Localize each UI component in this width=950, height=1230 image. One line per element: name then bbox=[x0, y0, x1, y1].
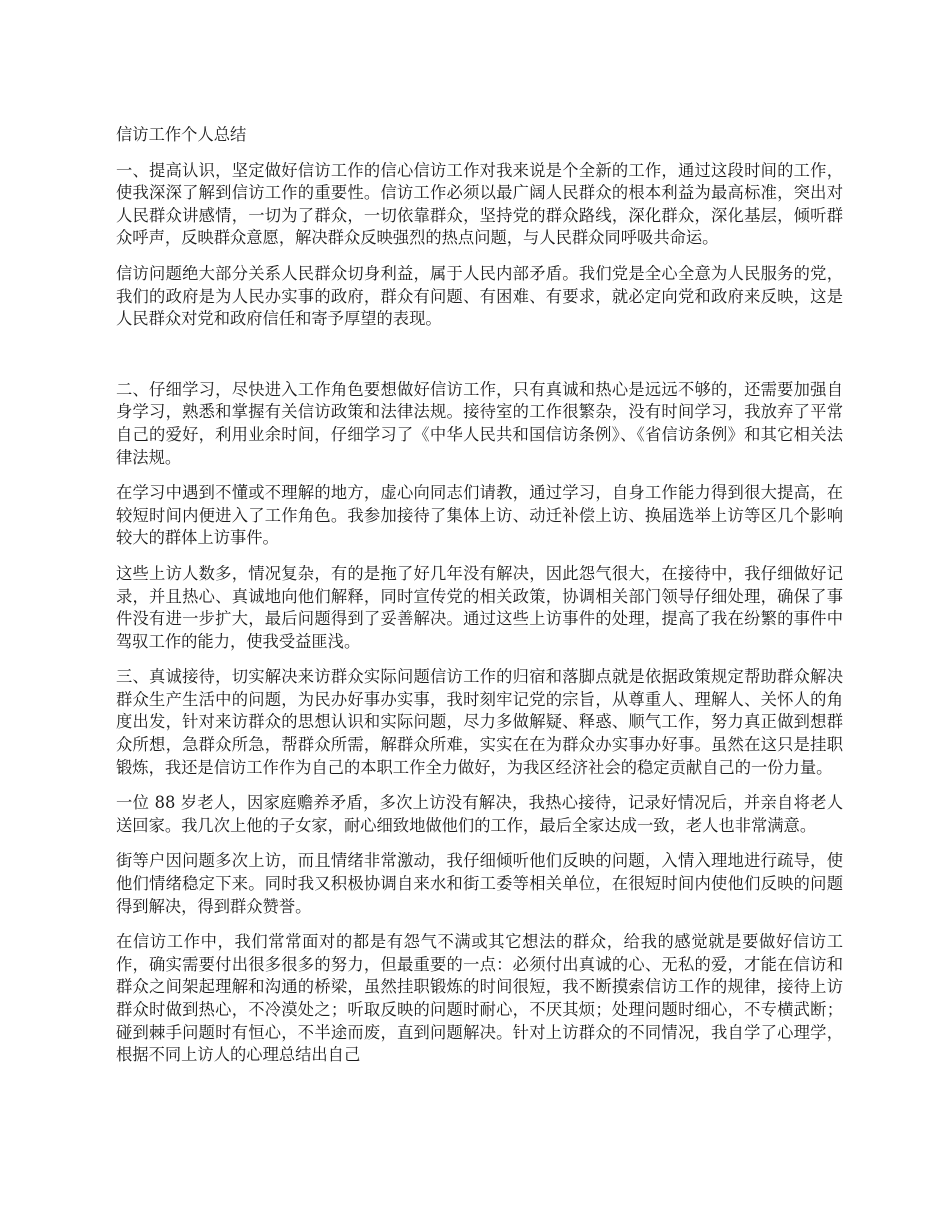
paragraph-6: 三、真诚接待，切实解决来访群众实际问题信访工作的归宿和落脚点就是依据政策规定帮助群众解决群众生产生活中的问题，为民办好事办实事，我时刻牢记党的宗旨，从尊重人、理解人、关怀人的角度出发，针对来访群众的思想认识和实际问题，尽力多做解疑、释惑、顺气工作，努力真正做到想群众所想，急群众所急，帮群众所需，解群众所难，实实在在为群众办实事办好事。虽然在这只是挂职锻炼，我还是信访工作作为自己的本职工作全力做好，为我区经济社会的稳定贡献自己的一份力量。 bbox=[116, 667, 843, 777]
paragraph-9: 在信访工作中，我们常常面对的都是有怨气不满或其它想法的群众，给我的感觉就是要做好信访工作，确实需要付出很多很多的努力，但最重要的一点：必须付出真诚的心、无私的爱，才能在信访和群众之间架起理解和沟通的桥梁，虽然挂职锻炼的时间很短，我不断摸索信访工作的规律，接待上访群众时做到热心，不冷漠处之；听取反映的问题时耐心，不厌其烦；处理问题时细心，不专横武断；碰到棘手问题时有恒心，不半途而废，直到问题解决。针对上访群众的不同情况，我自学了心理学，根据不同上访人的心理总结出自己 bbox=[116, 932, 843, 1065]
paragraph-1: 一、提高认识，坚定做好信访工作的信心信访工作对我来说是个全新的工作，通过这段时间的工作，使我深深了解到信访工作的重要性。信访工作必须以最广阔人民群众的根本利益为最高标准，突出对人民群众讲感情，一切为了群众，一切依靠群众，坚持党的群众路线，深化群众，深化基层，倾听群众呼声，反映群众意愿，解决群众反映强烈的热点问题，与人民群众同呼吸共命运。 bbox=[116, 160, 843, 248]
paragraph-7: 一位 88 岁老人，因家庭赡养矛盾，多次上访没有解决，我热心接待，记录好情况后，并亲自将老人送回家。我几次上他的子女家，耐心细致地做他们的工作，最后全家达成一致，老人也非常满意。 bbox=[116, 793, 843, 835]
document-page bbox=[116, 124, 843, 1080]
paragraph-3: 二、仔细学习，尽快进入工作角色要想做好信访工作，只有真诚和热心是远远不够的，还需要加强自身学习，熟悉和掌握有关信访政策和法律法规。接待室的工作很繁杂，没有时间学习，我放弃了平常自己的爱好，利用业余时间，仔细学习了《中华人民共和国信访条例》、《省信访条例》和其它相关法律法规。 bbox=[116, 379, 843, 467]
paragraph-2: 信访问题绝大部分关系人民群众切身利益，属于人民内部矛盾。我们党是全心全意为人民服务的党，我们的政府是为人民办实事的政府，群众有问题、有困难、有要求，就必定向党和政府来反映，这是人民群众对党和政府信任和寄予厚望的表现。 bbox=[116, 263, 843, 329]
paragraph-8: 街等户因问题多次上访，而且情绪非常激动，我仔细倾听他们反映的问题，入情入理地进行疏导，使他们情绪稳定下来。同时我又积极协调自来水和街工委等相关单位，在很短时间内使他们反映的问题得到解决，得到群众赞誉。 bbox=[116, 851, 843, 916]
blank-spacer bbox=[116, 344, 843, 379]
document-title: 信访工作个人总结 bbox=[116, 125, 247, 144]
paragraph-4: 在学习中遇到不懂或不理解的地方，虚心向同志们请教，通过学习，自身工作能力得到很大提高，在较短时间内便进入了工作角色。我参加接待了集体上访、动迁补偿上访、换届选举上访等区几个影响较大的群体上访事件。 bbox=[116, 483, 843, 548]
paragraph-5: 这些上访人数多，情况复杂，有的是拖了好几年没有解决，因此怨气很大，在接待中，我仔细做好记录，并且热心、真诚地向他们解释，同时宣传党的相关政策，协调相关部门领导仔细处理，确保了事件没有进一步扩大，最后问题得到了妥善解决。通过这些上访事件的处理，提高了我在纷繁的事件中驾驭工作的能力，使我受益匪浅。 bbox=[116, 563, 843, 651]
